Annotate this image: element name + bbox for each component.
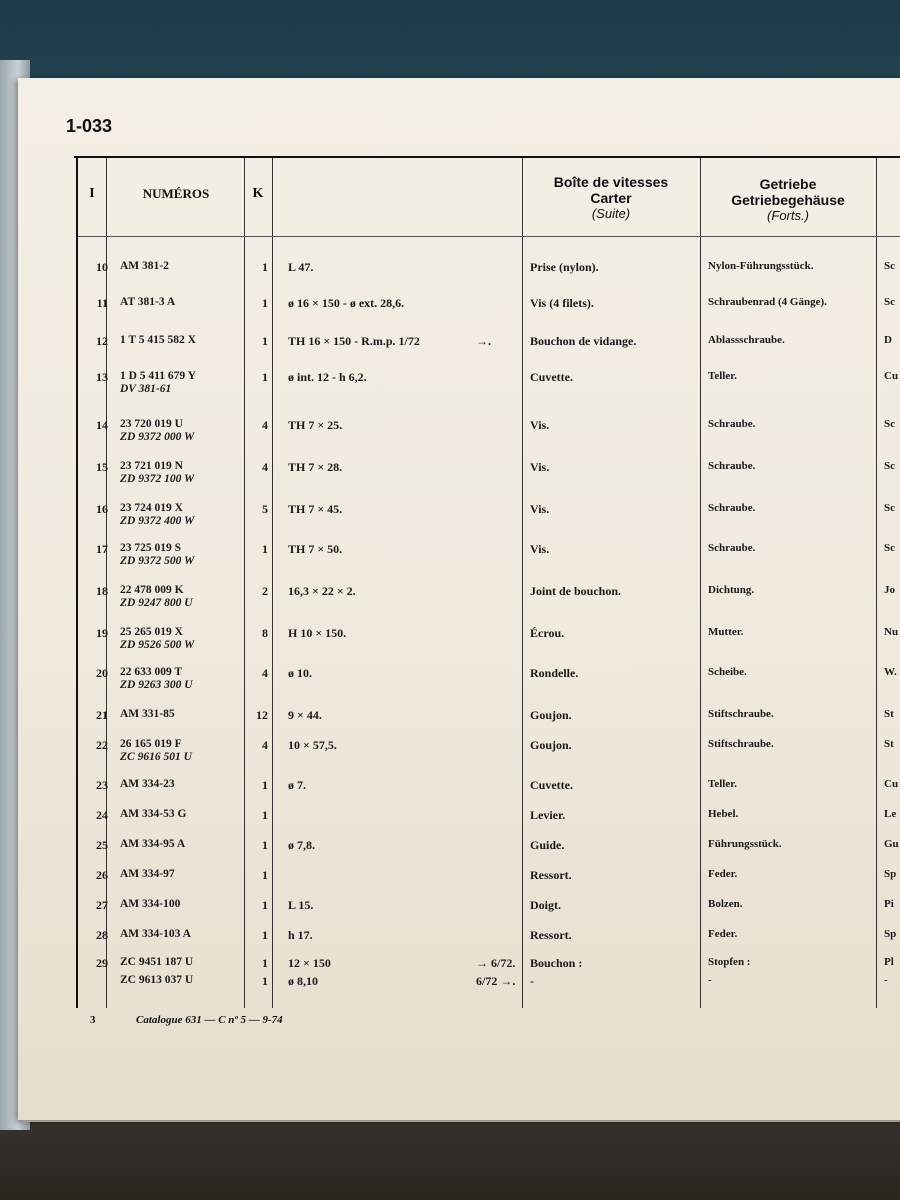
part-number [120, 808, 260, 821]
part-number [120, 626, 260, 652]
quantity: 4 [262, 666, 268, 680]
designation-fr: Rondelle. [530, 666, 579, 680]
quantity: 1 [262, 370, 268, 384]
designation-de: Schraubenrad (4 Gänge). [708, 296, 827, 308]
dimensions [288, 584, 518, 599]
quantity: 1 [262, 974, 268, 988]
part-number-alt: ZD 9372 000 W [120, 431, 195, 443]
dimensions [288, 778, 518, 793]
dimensions [288, 626, 518, 641]
part-number [120, 708, 260, 721]
designation-fr: Goujon. [530, 738, 572, 752]
dimensions [288, 708, 518, 723]
dimensions-text: 9 × 44. [288, 708, 322, 722]
dimensions [288, 838, 518, 853]
quantity: 1 [262, 778, 268, 792]
part-number-main: AT 381-3 A [120, 296, 176, 308]
dimensions-text: ø 10. [288, 666, 312, 680]
quantity: 1 [262, 956, 268, 970]
dimensions [288, 370, 518, 385]
part-number-main: 23 720 019 U [120, 418, 183, 430]
designation-fr: Vis (4 filets). [530, 296, 594, 310]
part-number [120, 542, 260, 568]
row-index: 28 [96, 928, 108, 942]
part-number-main: 22 478 009 K [120, 584, 184, 596]
dimensions [288, 418, 518, 433]
quantity: 1 [262, 808, 268, 822]
row-index: 12 [96, 334, 108, 348]
table-row [18, 838, 900, 872]
dimensions-text: TH 7 × 28. [288, 460, 343, 474]
part-number [120, 928, 260, 941]
table-row [18, 584, 900, 618]
quantity: 1 [262, 296, 268, 310]
part-number-main: ZC 9451 187 U [120, 956, 194, 968]
date-arrow: 6/72 →. [476, 974, 516, 988]
quantity: 1 [262, 542, 268, 556]
designation-de: Schraube. [708, 542, 756, 554]
footer-catalogue: Catalogue 631 — C nº 5 — 9-74 [136, 1014, 283, 1026]
row-index: 25 [96, 838, 108, 852]
part-number [120, 738, 260, 764]
designation-de: Schraube. [708, 460, 756, 472]
table-row [18, 296, 900, 330]
designation-cut-off: D [884, 334, 892, 346]
row-index: 22 [96, 738, 108, 752]
designation-fr: Guide. [530, 838, 565, 852]
part-number [120, 260, 260, 273]
dimensions [288, 542, 518, 557]
part-number [120, 956, 260, 969]
designation-cut-off: Sc [884, 460, 895, 472]
dimensions-text: ø 8,10 [288, 974, 318, 988]
dimensions [288, 260, 518, 275]
designation-fr: Doigt. [530, 898, 561, 912]
quantity: 1 [262, 838, 268, 852]
designation-fr: Écrou. [530, 626, 565, 640]
footer-page-num: 3 [90, 1014, 96, 1026]
part-number-main: 23 724 019 X [120, 502, 183, 514]
row-index: 14 [96, 418, 108, 432]
table-row [18, 778, 900, 812]
dimensions-text: TH 16 × 150 - R.m.p. 1/72 [288, 334, 420, 348]
dimensions-text: 12 × 150 [288, 956, 331, 970]
part-number-main: 26 165 019 F [120, 738, 182, 750]
designation-cut-off: Sp [884, 868, 897, 880]
row-index: 10 [96, 260, 108, 274]
header-de-title2: Getriebegehäuse [731, 192, 845, 208]
dimensions [288, 898, 518, 913]
table-row [18, 708, 900, 742]
part-number-main: 23 725 019 S [120, 542, 182, 554]
dimensions-text: 16,3 × 22 × 2. [288, 584, 356, 598]
designation-cut-off: - [884, 974, 888, 986]
part-number-alt: ZD 9372 100 W [120, 473, 195, 485]
designation-de: Ablassschraube. [708, 334, 785, 346]
table-row [18, 460, 900, 494]
quantity: 12 [256, 708, 268, 722]
dimensions [288, 460, 518, 475]
part-number-main: AM 334-103 A [120, 928, 191, 940]
dimensions-text: L 47. [288, 260, 314, 274]
part-number-alt: ZD 9372 500 W [120, 555, 195, 567]
designation-de: Führungsstück. [708, 838, 782, 850]
part-number-main: AM 334-23 [120, 778, 175, 790]
header-i: I [89, 186, 95, 201]
part-number [120, 296, 260, 309]
designation-fr: Prise (nylon). [530, 260, 599, 274]
table-row [18, 808, 900, 842]
row-index: 26 [96, 868, 108, 882]
table-row [18, 626, 900, 660]
designation-de: Nylon-Führungsstück. [708, 260, 814, 272]
table-row [18, 898, 900, 932]
quantity: 2 [262, 584, 268, 598]
table-row [18, 334, 900, 368]
part-number [120, 898, 260, 911]
designation-de: Feder. [708, 868, 738, 880]
dimensions [288, 974, 518, 989]
part-number-main: AM 334-95 A [120, 838, 186, 850]
designation-cut-off: Gu [884, 838, 899, 850]
designation-cut-off: Le [884, 808, 897, 820]
part-number-main: AM 331-85 [120, 708, 175, 720]
part-number-main: ZC 9613 037 U [120, 974, 194, 986]
designation-fr: Vis. [530, 542, 550, 556]
header-fr-title2: Carter [590, 190, 632, 206]
designation-fr: Ressort. [530, 868, 572, 882]
dimensions [288, 738, 518, 753]
part-number [120, 584, 260, 610]
part-number-main: AM 334-53 G [120, 808, 187, 820]
date-arrow: →. [476, 334, 491, 348]
quantity: 1 [262, 868, 268, 882]
designation-fr: Vis. [530, 418, 550, 432]
designation-cut-off: Sc [884, 502, 895, 514]
designation-cut-off: Sc [884, 542, 895, 554]
designation-cut-off: Sc [884, 296, 895, 308]
parts-table-body [18, 78, 900, 1078]
dimensions-text: TH 7 × 50. [288, 542, 343, 556]
dimensions-text: ø 7. [288, 778, 306, 792]
table-row [18, 418, 900, 452]
date-arrow: → 6/72. [476, 956, 516, 970]
header-de-sub: (Forts.) [767, 208, 809, 223]
row-index: 17 [96, 542, 108, 556]
quantity: 1 [262, 334, 268, 348]
designation-cut-off: Pi [884, 898, 894, 910]
dimensions-text: 10 × 57,5. [288, 738, 337, 752]
table-row [18, 738, 900, 772]
part-number-main: 1 T 5 415 582 X [120, 334, 196, 346]
designation-de: Hebel. [708, 808, 739, 820]
dimensions [288, 502, 518, 517]
quantity: 5 [262, 502, 268, 516]
dimensions [288, 956, 518, 971]
designation-fr: Ressort. [530, 928, 572, 942]
designation-fr: Bouchon : [530, 956, 583, 970]
dimensions-text: ø 16 × 150 - ø ext. 28,6. [288, 296, 405, 310]
designation-de: Teller. [708, 778, 737, 790]
designation-fr: Joint de bouchon. [530, 584, 622, 598]
part-number [120, 666, 260, 692]
designation-cut-off: Jo [884, 584, 895, 596]
dimensions [288, 666, 518, 681]
designation-fr: - [530, 974, 534, 988]
dimensions [288, 928, 518, 943]
quantity: 4 [262, 418, 268, 432]
part-number-alt: ZD 9526 500 W [120, 639, 195, 651]
designation-fr: Vis. [530, 502, 550, 516]
designation-de: Stiftschraube. [708, 738, 774, 750]
part-number [120, 974, 260, 987]
header-fr-sub: (Suite) [591, 206, 631, 221]
row-index: 29 [96, 956, 108, 970]
table-row [18, 542, 900, 576]
header-de-title1: Getriebe [759, 176, 817, 192]
row-index: 15 [96, 460, 108, 474]
part-number-alt: ZD 9247 800 U [120, 597, 193, 609]
part-number [120, 838, 260, 851]
catalogue-page [18, 78, 900, 1120]
designation-fr: Goujon. [530, 708, 572, 722]
dimensions-text: ø int. 12 - h 6,2. [288, 370, 367, 384]
designation-fr: Cuvette. [530, 370, 573, 384]
designation-de: Stopfen : [708, 956, 751, 968]
table-row [18, 974, 900, 1008]
designation-fr: Bouchon de vidange. [530, 334, 637, 348]
part-number-alt: ZD 9372 400 W [120, 515, 195, 527]
dimensions-text: H 10 × 150. [288, 626, 347, 640]
dimensions-text: TH 7 × 25. [288, 418, 343, 432]
table-row [18, 666, 900, 700]
part-number-alt: ZD 9263 300 U [120, 679, 193, 691]
designation-cut-off: St [884, 708, 894, 720]
header-numeros: NUMÉROS [142, 186, 210, 201]
designation-de: Stiftschraube. [708, 708, 774, 720]
designation-de: Schraube. [708, 418, 756, 430]
dimensions-text: TH 7 × 45. [288, 502, 343, 516]
designation-fr: Cuvette. [530, 778, 573, 792]
row-index: 20 [96, 666, 108, 680]
designation-cut-off: St [884, 738, 894, 750]
dimensions-text: ø 7,8. [288, 838, 315, 852]
designation-cut-off: Cu [884, 778, 899, 790]
dimensions [288, 296, 518, 311]
part-number-alt: ZC 9616 501 U [120, 751, 192, 763]
page-footer [90, 1014, 283, 1026]
row-index: 23 [96, 778, 108, 792]
page-id: 1-033 [66, 116, 113, 136]
designation-cut-off: W. [884, 666, 897, 678]
designation-de: Feder. [708, 928, 738, 940]
part-number [120, 418, 260, 444]
quantity: 1 [262, 260, 268, 274]
designation-de: Scheibe. [708, 666, 747, 678]
designation-cut-off: Nu [884, 626, 899, 638]
row-index: 18 [96, 584, 108, 598]
part-number-main: 23 721 019 N [120, 460, 183, 472]
row-index: 24 [96, 808, 108, 822]
quantity: 1 [262, 898, 268, 912]
part-number-main: 22 633 009 T [120, 666, 183, 678]
designation-fr: Vis. [530, 460, 550, 474]
designation-cut-off: Cu [884, 370, 899, 382]
part-number-main: 25 265 019 X [120, 626, 183, 638]
part-number [120, 868, 260, 881]
quantity: 4 [262, 460, 268, 474]
designation-de: Dichtung. [708, 584, 755, 596]
table-row [18, 868, 900, 902]
table-row [18, 502, 900, 536]
designation-cut-off: Sc [884, 418, 895, 430]
part-number [120, 460, 260, 486]
quantity: 8 [262, 626, 268, 640]
designation-cut-off: Pl [884, 956, 894, 968]
part-number-main: 1 D 5 411 679 Y [120, 370, 196, 382]
dimensions [288, 334, 518, 349]
designation-cut-off: Sp [884, 928, 897, 940]
part-number [120, 502, 260, 528]
designation-de: Bolzen. [708, 898, 743, 910]
dimensions-text: h 17. [288, 928, 313, 942]
row-index: 13 [96, 370, 108, 384]
designation-de: Schraube. [708, 502, 756, 514]
table-row [18, 370, 900, 404]
part-number-main: AM 334-100 [120, 898, 181, 910]
part-number [120, 334, 260, 347]
header-k: K [252, 186, 264, 201]
row-index: 27 [96, 898, 108, 912]
row-index: 21 [96, 708, 108, 722]
designation-de: - [708, 974, 712, 986]
part-number-main: AM 381-2 [120, 260, 169, 272]
designation-cut-off: Sc [884, 260, 895, 272]
quantity: 1 [262, 928, 268, 942]
designation-de: Teller. [708, 370, 737, 382]
part-number [120, 778, 260, 791]
quantity: 4 [262, 738, 268, 752]
row-index: 19 [96, 626, 108, 640]
part-number-alt: DV 381-61 [120, 383, 172, 395]
row-index: 16 [96, 502, 108, 516]
table-row [18, 260, 900, 294]
designation-fr: Levier. [530, 808, 566, 822]
part-number-main: AM 334-97 [120, 868, 175, 880]
dimensions-text: L 15. [288, 898, 314, 912]
row-index: 11 [96, 296, 108, 310]
designation-de: Mutter. [708, 626, 744, 638]
header-fr-title1: Boîte de vitesses [553, 174, 669, 190]
part-number [120, 370, 260, 396]
